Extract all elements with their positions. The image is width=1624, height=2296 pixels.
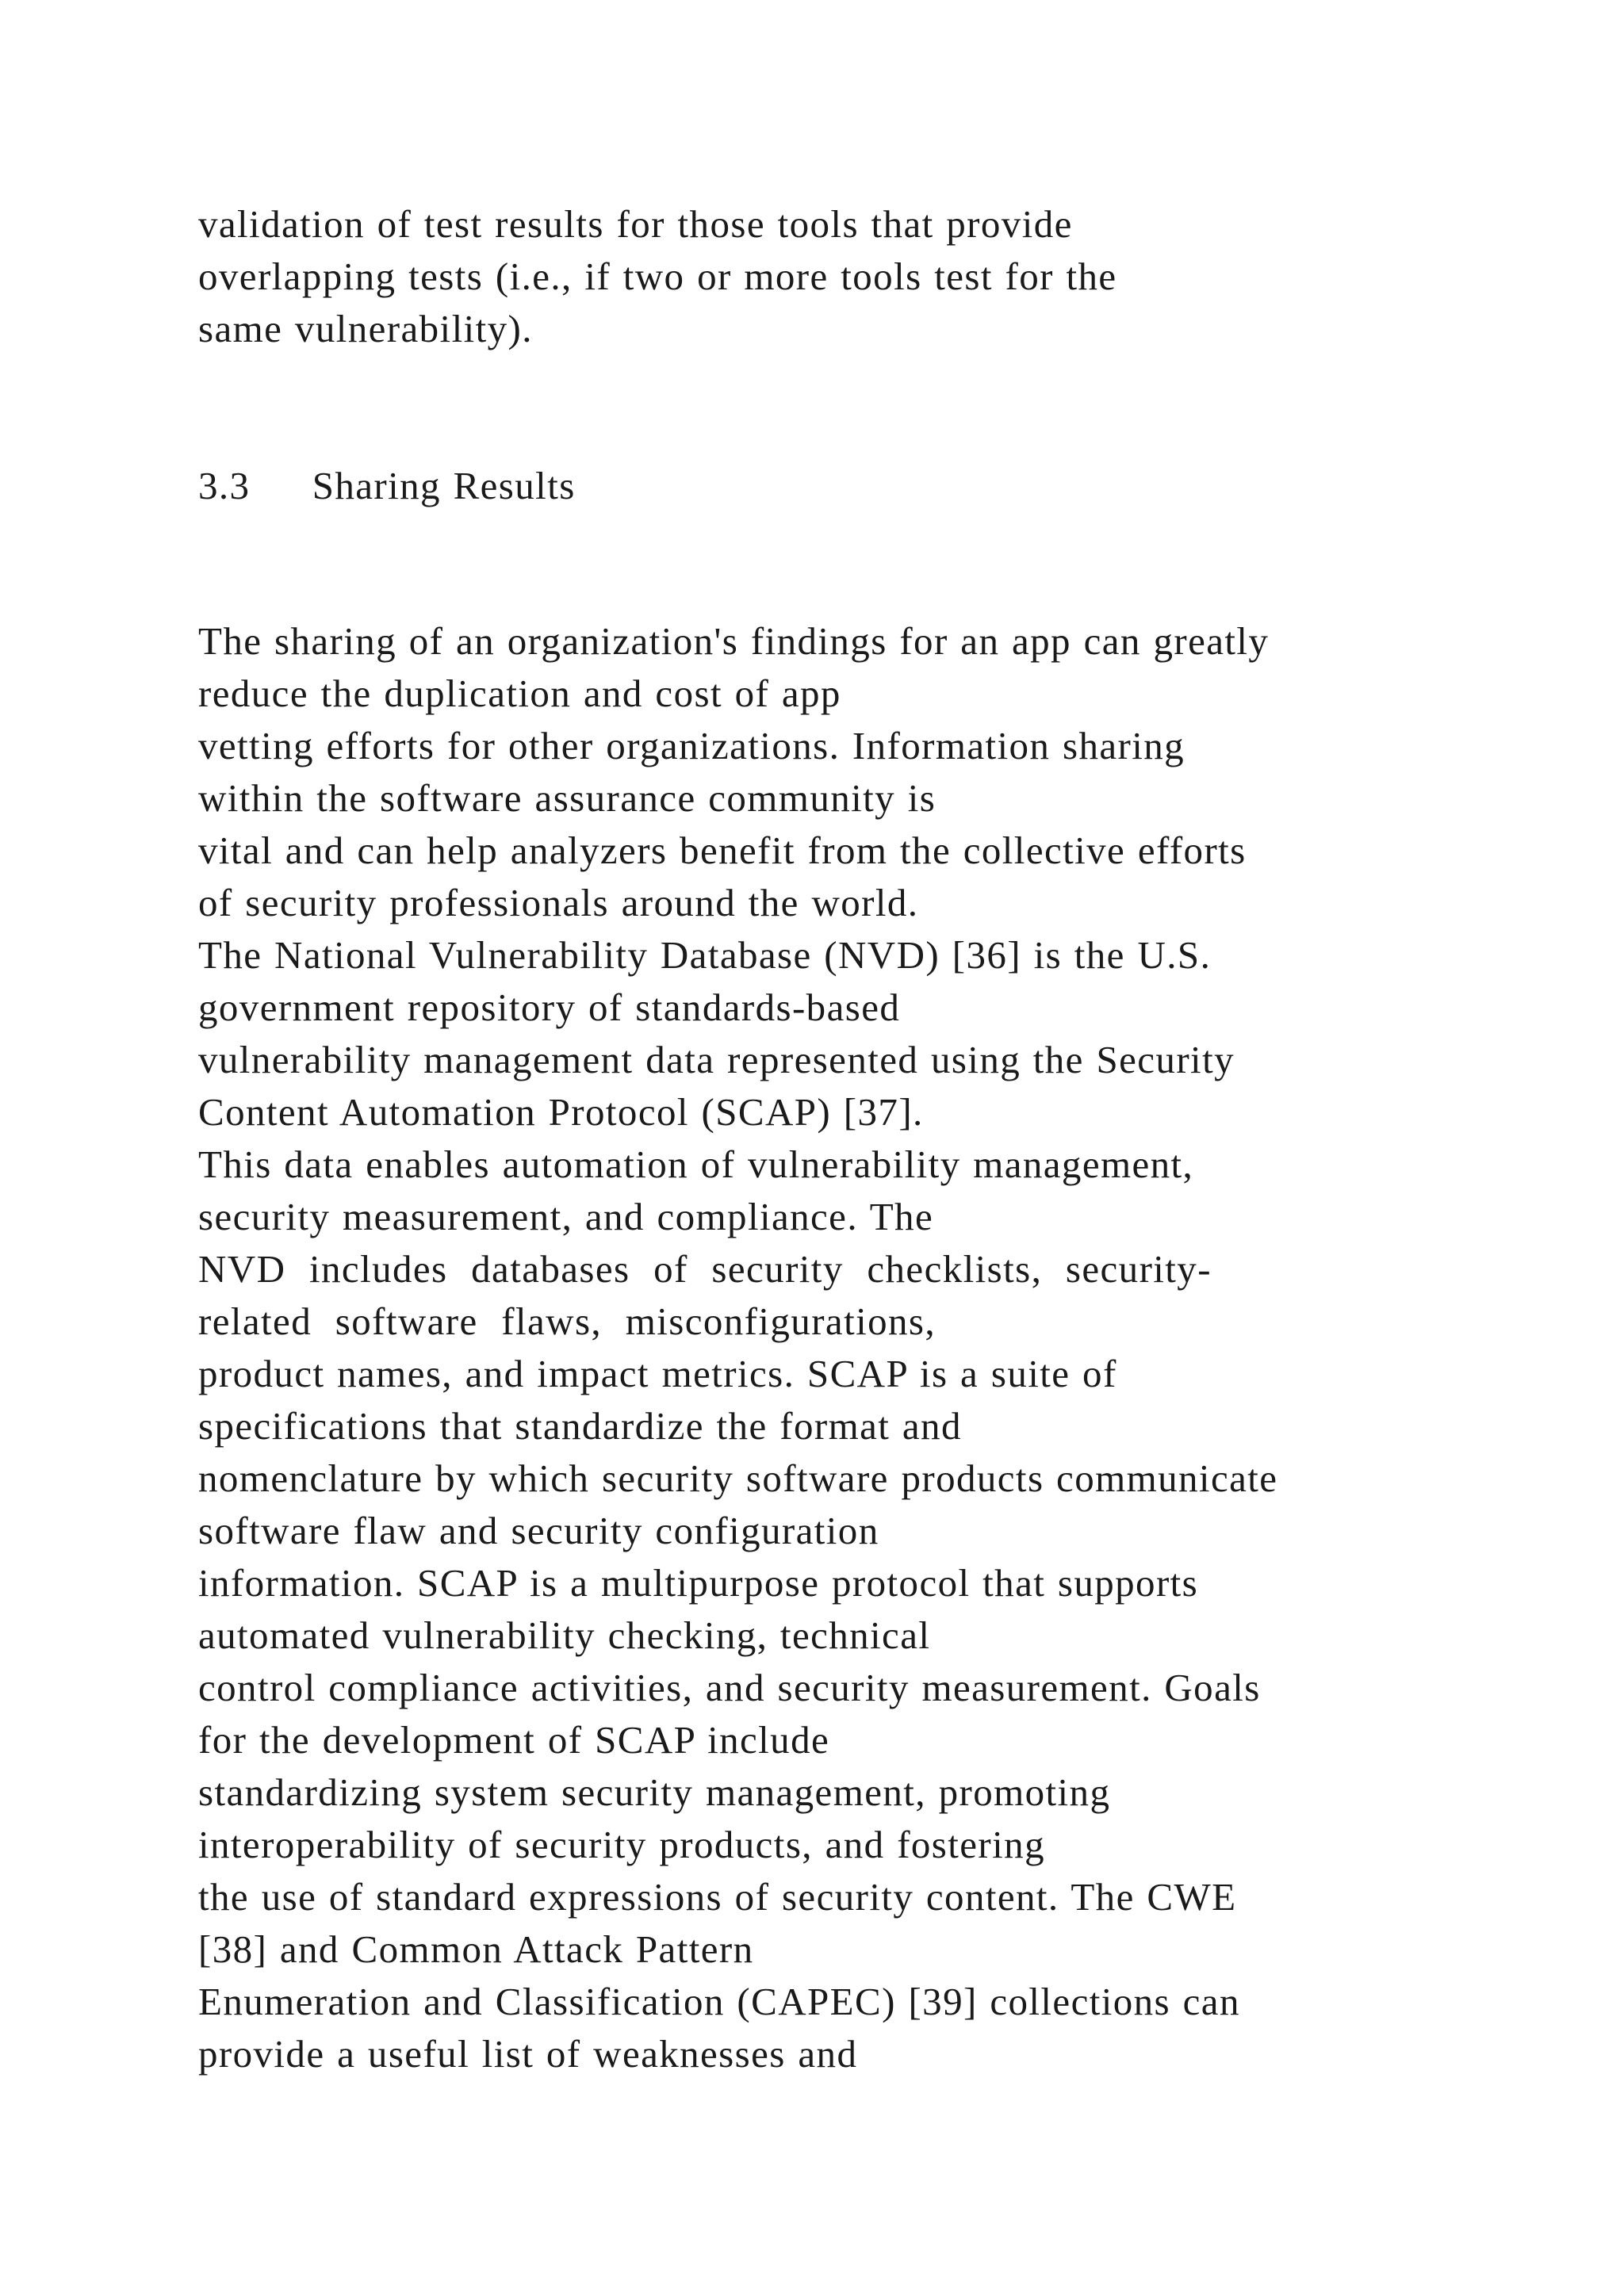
body-paragraph (198, 615, 1277, 2080)
text-line: provide a useful list of weaknesses and (198, 2032, 858, 2076)
text-line: [38] and Common Attack Pattern (198, 1927, 754, 1971)
text-line: Content Automation Protocol (SCAP) [37]. (198, 1090, 924, 1134)
text-line: software flaw and security configuration (198, 1509, 879, 1552)
section-heading-text: 3.3 Sharing Results (198, 464, 576, 507)
text-line: for the development of SCAP include (198, 1718, 830, 1762)
text-line: the use of standard expressions of security content. The CWE (198, 1875, 1237, 1919)
text-line: vulnerability management data represented using the Security (198, 1038, 1235, 1081)
text-line: within the software assurance community is (198, 776, 936, 820)
text-line: reduce the duplication and cost of app (198, 672, 841, 715)
text-line: of security professionals around the world. (198, 881, 919, 924)
text-line: The sharing of an organization's findings for an app can greatly (198, 619, 1270, 663)
text-line: Enumeration and Classification (CAPEC) [39] collections can (198, 1980, 1240, 2023)
text-line: product names, and impact metrics. SCAP is a suite of (198, 1352, 1117, 1395)
intro-paragraph (198, 198, 1117, 355)
text-line: interoperability of security products, and fostering (198, 1823, 1045, 1866)
text-line: overlapping tests (i.e., if two or more tools test for the (198, 254, 1117, 298)
text-line: vital and can help analyzers benefit from the collective efforts (198, 828, 1247, 872)
text-line: NVD includes databases of security checklists, security- (198, 1247, 1212, 1291)
text-line: The National Vulnerability Database (NVD) [36] is the U.S. (198, 933, 1212, 977)
text-line: validation of test results for those tools that provide (198, 202, 1073, 246)
text-line: This data enables automation of vulnerability management, (198, 1142, 1194, 1186)
section-heading (198, 460, 576, 512)
text-line: information. SCAP is a multipurpose protocol that supports (198, 1561, 1199, 1605)
text-line: security measurement, and compliance. The (198, 1195, 934, 1238)
text-line: automated vulnerability checking, technical (198, 1613, 931, 1657)
text-line: control compliance activities, and security measurement. Goals (198, 1666, 1261, 1709)
text-line: related software flaws, misconfigurations, (198, 1299, 936, 1343)
text-line: vetting efforts for other organizations. Information sharing (198, 724, 1185, 767)
text-line: same vulnerability). (198, 307, 533, 350)
text-line: government repository of standards-based (198, 985, 901, 1029)
text-line: specifications that standardize the format and (198, 1404, 962, 1448)
text-line: standardizing system security management, promoting (198, 1770, 1111, 1814)
text-line: nomenclature by which security software products communicate (198, 1456, 1278, 1500)
